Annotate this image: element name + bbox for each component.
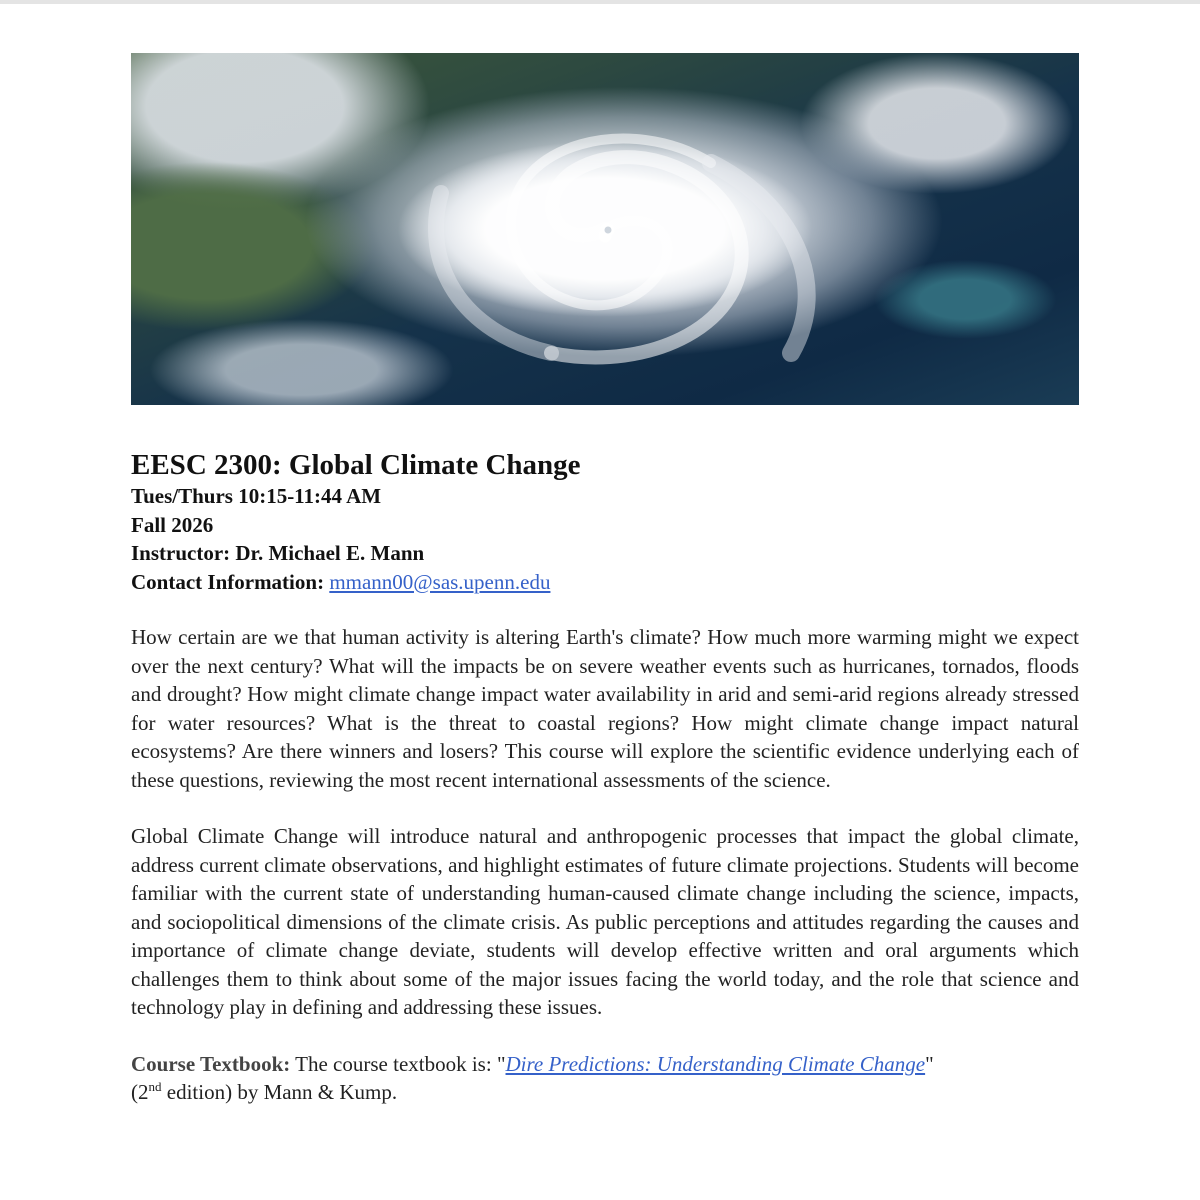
course-term: Fall 2026 (131, 512, 214, 537)
syllabus-page (131, 53, 1079, 1107)
textbook-authors: edition) by Mann & Kump. (161, 1080, 398, 1104)
textbook-title-link[interactable]: Dire Predictions: Understanding Climate Change (505, 1051, 926, 1076)
textbook-close-quote: " (925, 1051, 934, 1076)
contact-label: Contact Information: (131, 569, 325, 594)
contact-email-link[interactable]: mmann00@sas.upenn.edu (329, 569, 551, 594)
course-description-paragraph-2: Global Climate Change will introduce natural and anthropogenic processes that impact the global climate, address current climate observations, and highlight estimates of future climate projections. Students will become familiar with the current state of understanding human-caused climate change including the science, impacts, and sociopolitical dimensions of the climate crisis. As public perceptions and attitudes regarding the causes and importance of climate change deviate, students will develop effective written and oral arguments which challenges them to think about some of the major issues facing the world today, and the role that science and technology play in defining and addressing these issues. (131, 824, 1079, 1019)
course-instructor: Instructor: Dr. Michael E. Mann (131, 541, 425, 565)
textbook-edition-number: (2 (131, 1080, 149, 1104)
textbook-label: Course Textbook: (131, 1051, 291, 1076)
course-schedule: Tues/Thurs 10:15-11:44 AM (131, 484, 382, 508)
textbook-edition-suffix: nd (148, 1079, 162, 1094)
course-textbook (131, 1050, 1079, 1107)
textbook-intro: The course textbook is: " (290, 1051, 506, 1076)
contact-line (131, 568, 1079, 597)
hurricane-spiral-graphic (131, 53, 1079, 405)
top-divider (0, 0, 1200, 4)
course-description-paragraph-1: How certain are we that human activity is altering Earth's climate? How much more warming might we expect over the next century? What will the impacts be on severe weather events such as hurricanes, tornados, floods and drought? How might climate change impact water availability in arid and semi-arid regions already stressed for water resources? What is the threat to coastal regions? How might climate change impact natural ecosystems? Are there winners and losers? This course will explore the scientific evidence underlying each of these questions, reviewing the most recent international assessments of the science. (131, 625, 1079, 792)
course-title: EESC 2300: Global Climate Change (131, 449, 581, 481)
hurricane-satellite-image (131, 53, 1079, 405)
